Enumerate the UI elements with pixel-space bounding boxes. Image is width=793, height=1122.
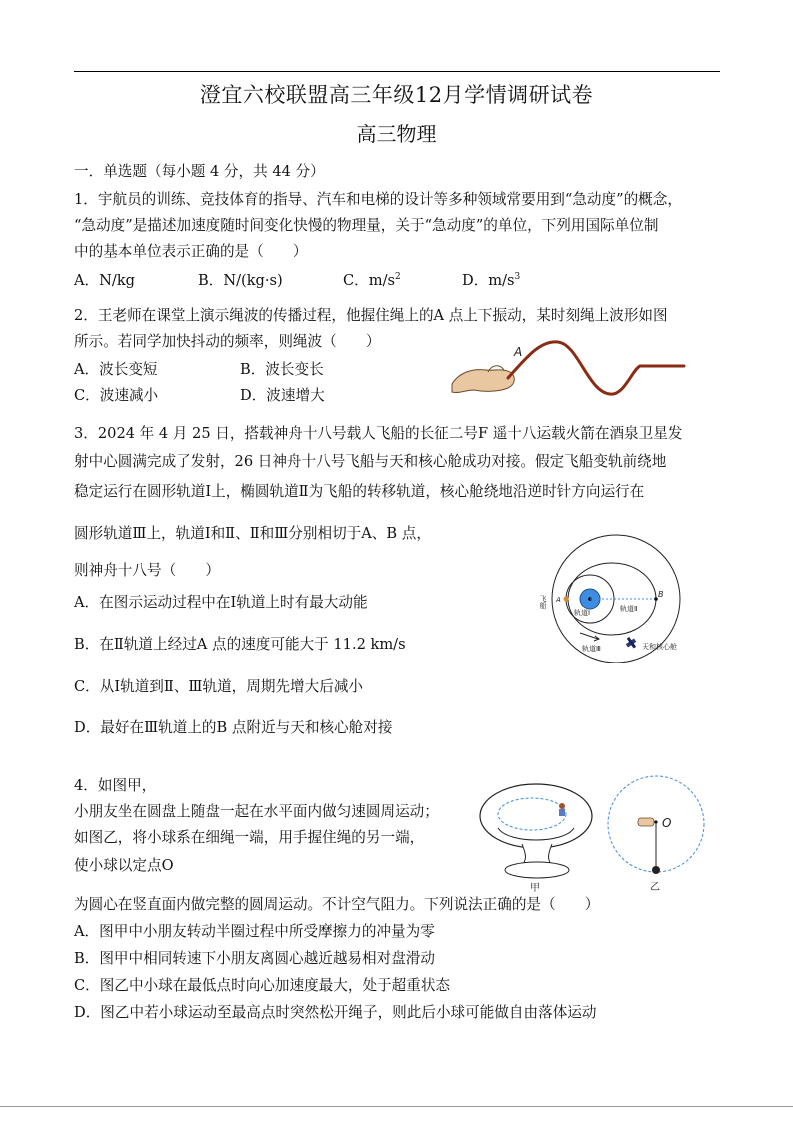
label-orbit-2: 轨道Ⅱ [620, 605, 638, 613]
q3-option-d: D．最好在Ⅲ轨道上的B 点附近与天和核心舱对接 [74, 719, 393, 736]
label-orbit-1: 轨道Ⅰ [574, 609, 591, 617]
ball-icon [652, 866, 660, 874]
q3-line-4: 圆形轨道Ⅲ上，轨道Ⅰ和Ⅱ、Ⅱ和Ⅲ分别相切于A、B 点， [74, 525, 431, 542]
q4-option-d: D．图乙中若小球运动至最高点时突然松开绳子，则此后小球可能做自由落体运动 [74, 1004, 597, 1021]
q2-option-a: A．波长变短 [74, 361, 158, 378]
spacecraft-icon [564, 597, 569, 602]
q2-option-b: B．波长变长 [240, 361, 324, 378]
rope-wave-figure [448, 334, 688, 404]
turntable-disk [480, 784, 592, 848]
q4-line-3: 如图乙，将小球系在细绳一端，用手握住绳的另一端， [74, 829, 425, 846]
child-icon [559, 803, 565, 816]
q1-line-2: “急动度”是描述加速度随时间变化快慢的物理量，关于“急动度”的单位，下列用国际单位制 [74, 217, 659, 234]
q3-line-3: 稳定运行在圆形轨道Ⅰ上，椭圆轨道Ⅱ为飞船的转移轨道，核心舱绕地沿逆时针方向运行在 [74, 483, 645, 500]
q3-line-2: 射中心圆满完成了发射，26 日神舟十八号飞船与天和核心舱成功对接。假定飞船变轨前绕地 [74, 453, 667, 470]
q1-option-c: C．$m/s^2$ [343, 272, 401, 289]
q4-option-a: A．图甲中小朋友转动半圈过程中所受摩擦力的冲量为零 [74, 923, 435, 940]
q1-option-a: A．N/kg [74, 272, 136, 289]
q4-line-5: 为圆心在竖直面内做完整的圆周运动。不计空气阻力。下列说法正确的是（ ） [74, 896, 600, 913]
label-b: B [658, 590, 664, 599]
q3-line-1: 3．2024 年 4 月 25 日，搭载神舟十八号载人飞船的长征二号F 遥十八运载火箭在酒泉卫星发 [74, 425, 683, 442]
q2-option-c: C．波速减小 [74, 387, 159, 404]
hand-icon [638, 818, 654, 826]
q3-option-b: B．在Ⅱ轨道上经过A 点的速度可能大于 11.2 km/s [74, 636, 406, 653]
q1-option-d-exponent: 3 [514, 272, 521, 283]
label-jia: 甲 [530, 883, 540, 894]
label-orbit-3: 轨道Ⅲ [582, 645, 601, 653]
label-a: A [556, 596, 561, 604]
q2-option-d: D．波速增大 [240, 387, 325, 404]
q1-option-b: B．N/(kg·s) [198, 272, 283, 289]
q1-option-d: D．$m/s^3$ [462, 272, 521, 289]
turntable-figure [478, 776, 598, 896]
pendulum-figure [606, 770, 716, 894]
label-ship: 飞船 [539, 595, 547, 609]
q2-line-1: 2．王老师在课堂上演示绳波的传播过程，他握住绳上的A 点上下振动，某时刻绳上波形如图 [74, 307, 668, 324]
q1-line-3: 中的基本单位表示正确的是（ ） [74, 243, 308, 260]
header-rule [74, 71, 720, 72]
exam-title: 澄宜六校联盟高三年级12月学情调研试卷 [199, 83, 594, 107]
q2-line-2: 所示。若同学加快抖动的频率，则绳波（ ） [74, 333, 381, 350]
q4-option-b: B．图甲中相同转速下小朋友离圆心越近越易相对盘滑动 [74, 950, 435, 967]
hand-icon [452, 370, 514, 393]
label-o: O [662, 816, 672, 830]
q3-option-c: C．从Ⅰ轨道到Ⅱ、Ⅲ轨道，周期先增大后减小 [74, 678, 364, 695]
q4-line-4: 使小球以定点O [74, 857, 174, 874]
q1-option-c-exponent: 2 [395, 272, 401, 283]
label-station: 天和核心舱 [642, 643, 677, 651]
q4-line-1: 4．如图甲， [74, 777, 157, 794]
subject-title: 高三物理 [356, 122, 437, 146]
label-yi: 乙 [650, 882, 660, 893]
q4-option-c: C．图乙中小球在最低点时向心加速度最大，处于超重状态 [74, 977, 451, 994]
rope-wave [508, 342, 684, 394]
point-a-label: A [514, 345, 523, 359]
q4-line-2: 小朋友坐在圆盘上随盘一起在水平面内做匀速圆周运动； [74, 803, 439, 820]
footer-rule [0, 1106, 793, 1107]
orbit-figure [526, 533, 736, 663]
space-station-icon [626, 637, 636, 649]
q3-line-5: 则神舟十八号（ ） [74, 562, 220, 579]
section-heading: 一．单选题（每小题 4 分，共 44 分） [74, 163, 325, 180]
q3-option-a: A．在图示运动过程中在Ⅰ轨道上时有最大动能 [74, 594, 368, 611]
q1-line-1: 1．宇航员的训练、竞技体育的指导、汽车和电梯的设计等多种领域常要用到“急动度”的概念， [74, 191, 682, 208]
